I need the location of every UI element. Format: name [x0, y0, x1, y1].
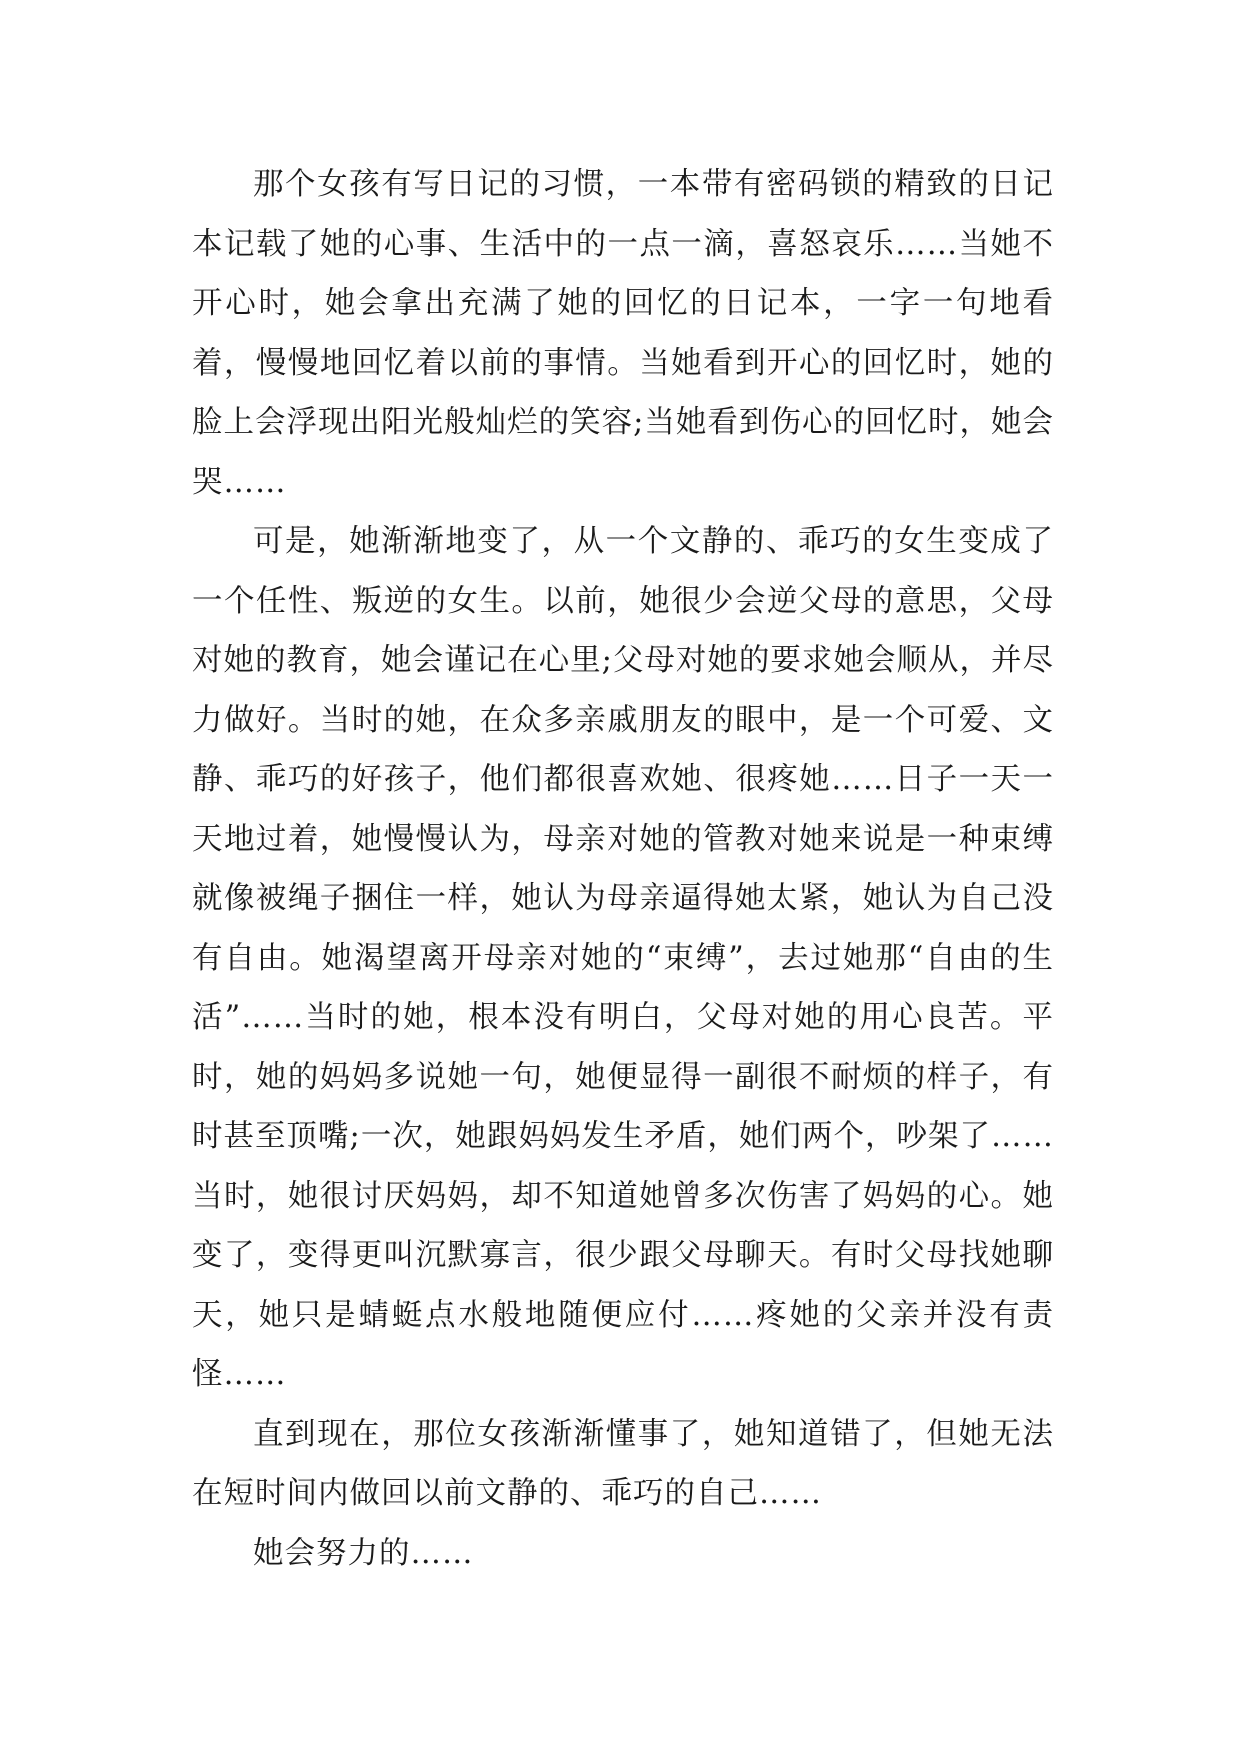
paragraph-diary-habit: 那个女孩有写日记的习惯，一本带有密码锁的精致的日记本记载了她的心事、生活中的一点一滴，喜怒哀乐……当她不开心时，她会拿出充满了她的回忆的日记本，一字一句地看着，慢慢地回忆着以前的事情。当她看到开心的回忆时，她的脸上会浮现出阳光般灿烂的笑容;当她看到伤心的回忆时，她会哭……: [192, 167, 1054, 500]
paragraph-she-will-try: 她会努力的……: [253, 1535, 474, 1571]
paragraph-she-changed: 可是，她渐渐地变了，从一个文静的、乖巧的女生变成了一个任性、叛逆的女生。以前，她很少会逆父母的意思，父母对她的教育，她会谨记在心里;父母对她的要求她会顺从，并尽力做好。当时的她，在众多亲戚朋友的眼中，是一个可爱、文静、乖巧的好孩子，他们都很喜欢她、很疼她……日子一天一天地过着，她慢慢认为，母亲对她的管教对她来说是一种束缚就像被绳子捆住一样，她认为母亲逼得她太紧，她认为自己没有自由。她渴望离开母亲对她的“束缚”，去过她那“自由的生活”……当时的她，根本没有明白，父母对她的用心良苦。平时，她的妈妈多说她一句，她便显得一副很不耐烦的样子，有时甚至顶嘴;一次，她跟妈妈发生矛盾，她们两个，吵架了……当时，她很讨厌妈妈，却不知道她曾多次伤害了妈妈的心。她变了，变得更叫沉默寡言，很少跟父母聊天。有时父母找她聊天，她只是蜻蜓点水般地随便应付……疼她的父亲并没有责怪……: [192, 524, 1054, 1392]
document-body: [192, 155, 1054, 1583]
paragraph-until-now: 直到现在，那位女孩渐渐懂事了，她知道错了，但她无法在短时间内做回以前文静的、乖巧的自己……: [192, 1416, 1054, 1511]
